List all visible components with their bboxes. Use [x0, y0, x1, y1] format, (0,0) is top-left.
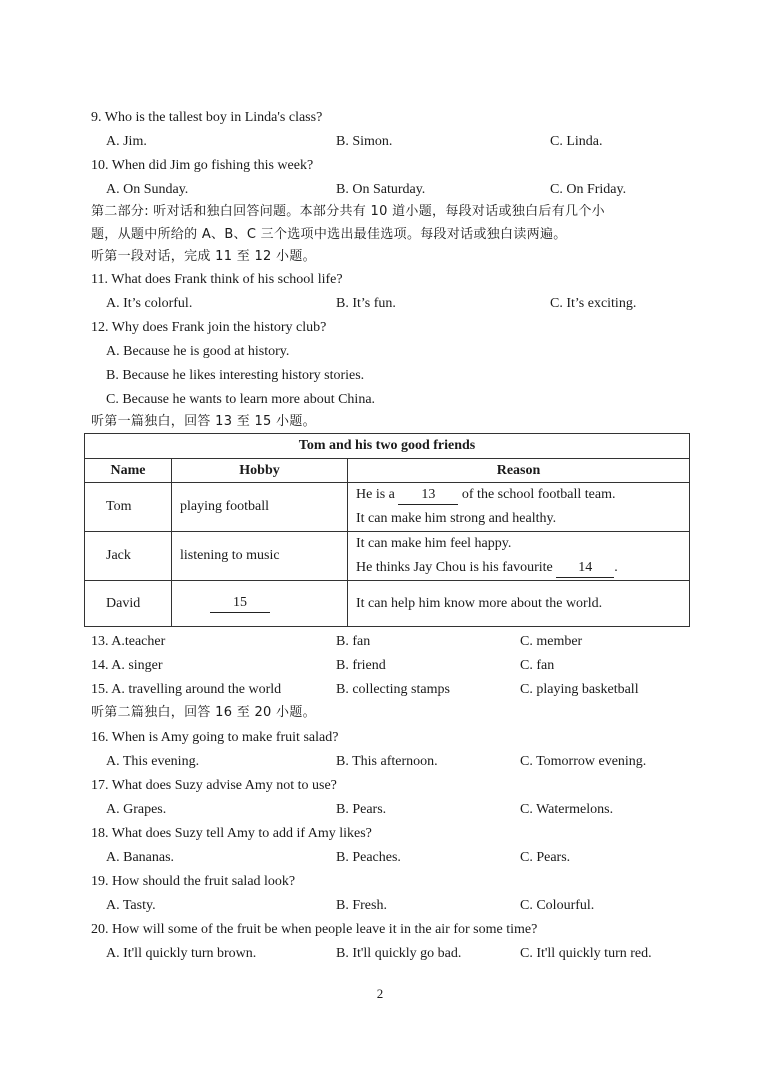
question-11 — [0, 268, 760, 292]
question-18-options — [0, 846, 760, 870]
blank-15: 15 — [210, 594, 270, 613]
name-cell: David — [85, 581, 172, 627]
instruction-text: 听第二篇独白，回答 16 至 20 小题。 — [91, 705, 316, 720]
reason-text: He is a — [356, 487, 395, 502]
part2-intro-line2 — [0, 223, 760, 247]
reason-text: . — [614, 560, 618, 575]
name-cell: Tom — [85, 483, 172, 532]
question-text: 17. What does Suzy advise Amy not to use? — [91, 778, 337, 793]
option-a: 15. A. travelling around the world — [91, 682, 282, 697]
name-cell: Jack — [85, 532, 172, 581]
option-c: C. Linda. — [550, 134, 603, 149]
option-b: B. Fresh. — [336, 898, 387, 913]
option-a: 14. A. singer — [91, 658, 163, 673]
instruction-text: 题，从题中所给的 A、B、C 三个选项中选出最佳选项。每段对话或独白读两遍。 — [91, 227, 567, 242]
question-14 — [0, 654, 760, 678]
option-a: A. It'll quickly turn brown. — [106, 946, 257, 961]
question-12-option-c — [0, 388, 760, 412]
option-a: A. On Sunday. — [106, 182, 189, 197]
question-18 — [0, 822, 760, 846]
option-b: B. This afternoon. — [336, 754, 438, 769]
option-c: C. playing basketball — [520, 682, 639, 697]
question-text: 18. What does Suzy tell Amy to add if Amy likes? — [91, 826, 372, 841]
table-row — [85, 532, 690, 581]
hobby-cell: playing football — [172, 483, 348, 532]
part2-intro-line1 — [0, 200, 760, 224]
option-a: A. Jim. — [106, 134, 147, 149]
question-text: 19. How should the fruit salad look? — [91, 874, 296, 889]
option-a: A. Because he is good at history. — [106, 344, 290, 359]
option-b: B. friend — [336, 658, 386, 673]
reason-text: He thinks Jay Chou is his favourite — [356, 560, 553, 575]
question-text: 16. When is Amy going to make fruit salad? — [91, 730, 339, 745]
question-20 — [0, 918, 760, 942]
option-a: A. Bananas. — [106, 850, 175, 865]
option-a: A. It’s colorful. — [106, 296, 193, 311]
question-12 — [0, 316, 760, 340]
hobby-cell: listening to music — [172, 532, 348, 581]
question-11-options — [0, 292, 760, 316]
question-text: 20. How will some of the fruit be when people leave it in the air for some time? — [91, 922, 538, 937]
option-b: B. It’s fun. — [336, 296, 396, 311]
question-13 — [0, 630, 760, 654]
blank-13: 13 — [398, 486, 458, 505]
table-row — [85, 483, 690, 532]
option-c: C. Pears. — [520, 850, 571, 865]
option-a: A. This evening. — [106, 754, 200, 769]
blank-14: 14 — [556, 559, 614, 578]
option-a: A. Tasty. — [106, 898, 156, 913]
reason-text: of the school football team. — [461, 487, 616, 502]
reason-cell: It can help him know more about the world. — [348, 581, 690, 627]
reason-cell — [348, 483, 690, 532]
option-c: C. Colourful. — [520, 898, 595, 913]
option-b: B. collecting stamps — [336, 682, 450, 697]
option-c: C. Tomorrow evening. — [520, 754, 647, 769]
option-a: A. Grapes. — [106, 802, 167, 817]
instruction-text: 第二部分: 听对话和独白回答问题。本部分共有 10 道小题，每段对话或独白后有几个小 — [91, 204, 605, 219]
question-text: 12. Why does Frank join the history club? — [91, 320, 327, 335]
friends-table — [84, 433, 690, 627]
option-b: B. Pears. — [336, 802, 387, 817]
reason-text: It can make him strong and healthy. — [356, 511, 557, 526]
option-b: B. Simon. — [336, 134, 393, 149]
question-17-options — [0, 798, 760, 822]
question-10-options — [0, 178, 760, 202]
question-19 — [0, 870, 760, 894]
option-b: B. Peaches. — [336, 850, 401, 865]
question-15 — [0, 678, 760, 702]
instruction-text: 听第一篇独白，回答 13 至 15 小题。 — [91, 414, 316, 429]
question-10 — [0, 154, 760, 178]
page-number: 2 — [376, 986, 384, 1001]
option-b: B. fan — [336, 634, 371, 649]
option-b: B. On Saturday. — [336, 182, 426, 197]
option-c: C. member — [520, 634, 583, 649]
monologue1-intro — [0, 410, 760, 434]
option-c: C. It’s exciting. — [550, 296, 637, 311]
header-hobby: Hobby — [172, 459, 348, 483]
header-name: Name — [85, 459, 172, 483]
question-16-options — [0, 750, 760, 774]
question-20-options — [0, 942, 760, 966]
question-text: 11. What does Frank think of his school life? — [91, 272, 343, 287]
option-c: C. fan — [520, 658, 555, 673]
instruction-text: 听第一段对话，完成 11 至 12 小题。 — [91, 249, 316, 264]
option-c: C. Watermelons. — [520, 802, 614, 817]
option-c: C. It'll quickly turn red. — [520, 946, 652, 961]
option-c: C. On Friday. — [550, 182, 627, 197]
option-c: C. Because he wants to learn more about China. — [106, 392, 376, 407]
option-b: B. It'll quickly go bad. — [336, 946, 462, 961]
question-9 — [0, 106, 760, 130]
reason-text: It can make him feel happy. — [356, 536, 512, 551]
option-b: B. Because he likes interesting history stories. — [106, 368, 365, 383]
part2-intro-line3 — [0, 245, 760, 269]
option-a: 13. A.teacher — [91, 634, 166, 649]
question-text: 10. When did Jim go fishing this week? — [91, 158, 314, 173]
question-16 — [0, 726, 760, 750]
hobby-cell — [172, 581, 348, 627]
question-12-option-a — [0, 340, 760, 364]
question-17 — [0, 774, 760, 798]
question-19-options — [0, 894, 760, 918]
reason-cell — [348, 532, 690, 581]
question-9-options — [0, 130, 760, 154]
table-title: Tom and his two good friends — [85, 434, 690, 459]
header-reason: Reason — [348, 459, 690, 483]
monologue2-intro — [0, 701, 760, 725]
question-text: 9. Who is the tallest boy in Linda's class? — [91, 110, 323, 125]
question-12-option-b — [0, 364, 760, 388]
table-row — [85, 581, 690, 627]
